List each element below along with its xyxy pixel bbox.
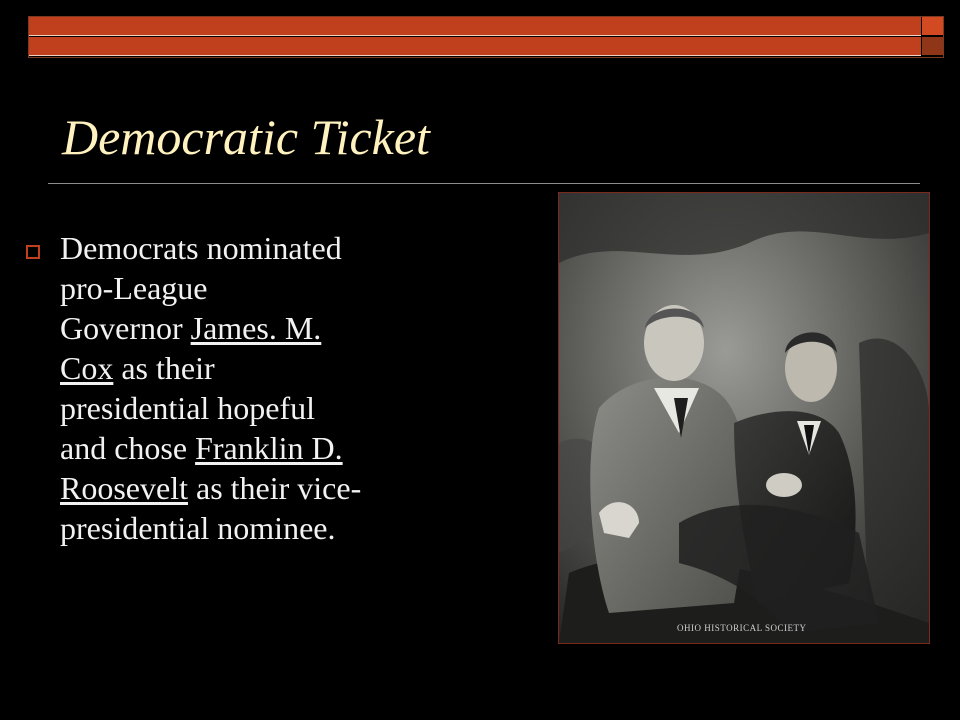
bullet-line: [60, 388, 480, 428]
bullet-text-segment: Democrats nominated: [60, 230, 342, 266]
underlined-name-link[interactable]: Cox: [60, 350, 114, 386]
square-bullet-icon: [26, 245, 40, 259]
underlined-name-link[interactable]: James. M.: [190, 310, 322, 346]
bullet-text-segment: pro-League: [60, 270, 208, 306]
bullet-text-segment: as their vice-: [187, 470, 362, 506]
bullet-text-segment: presidential hopeful: [60, 390, 316, 426]
title-divider: [48, 183, 920, 184]
underlined-name-link[interactable]: Roosevelt: [60, 470, 188, 506]
bullet-text-segment: presidential nominee.: [60, 510, 336, 546]
historical-photo: [558, 192, 930, 644]
photo-credit: OHIO HISTORICAL SOCIETY: [677, 623, 807, 633]
bullet-text-segment: and chose: [60, 430, 196, 466]
slide-title: Democratic Ticket: [62, 109, 430, 165]
bullet-line: [60, 268, 480, 308]
bullet-line: [60, 308, 480, 348]
bullet-line: [60, 428, 480, 468]
decoration-band-top: [29, 17, 921, 36]
underlined-name-link[interactable]: Franklin D.: [195, 430, 343, 466]
portrait-photo-image: [559, 193, 929, 643]
bullet-text: [60, 228, 480, 548]
decoration-band-bottom: [29, 37, 921, 56]
bullet-text-segment: Governor: [60, 310, 191, 346]
bullet-line: [60, 228, 480, 268]
decoration-square-bottom: [922, 37, 943, 55]
title-decoration-bar: [28, 16, 944, 58]
bullet-line: [60, 468, 480, 508]
bullet-line: [60, 508, 480, 548]
bullet-line: [60, 348, 480, 388]
decoration-square-top: [922, 17, 943, 35]
bullet-text-segment: as their: [113, 350, 215, 386]
